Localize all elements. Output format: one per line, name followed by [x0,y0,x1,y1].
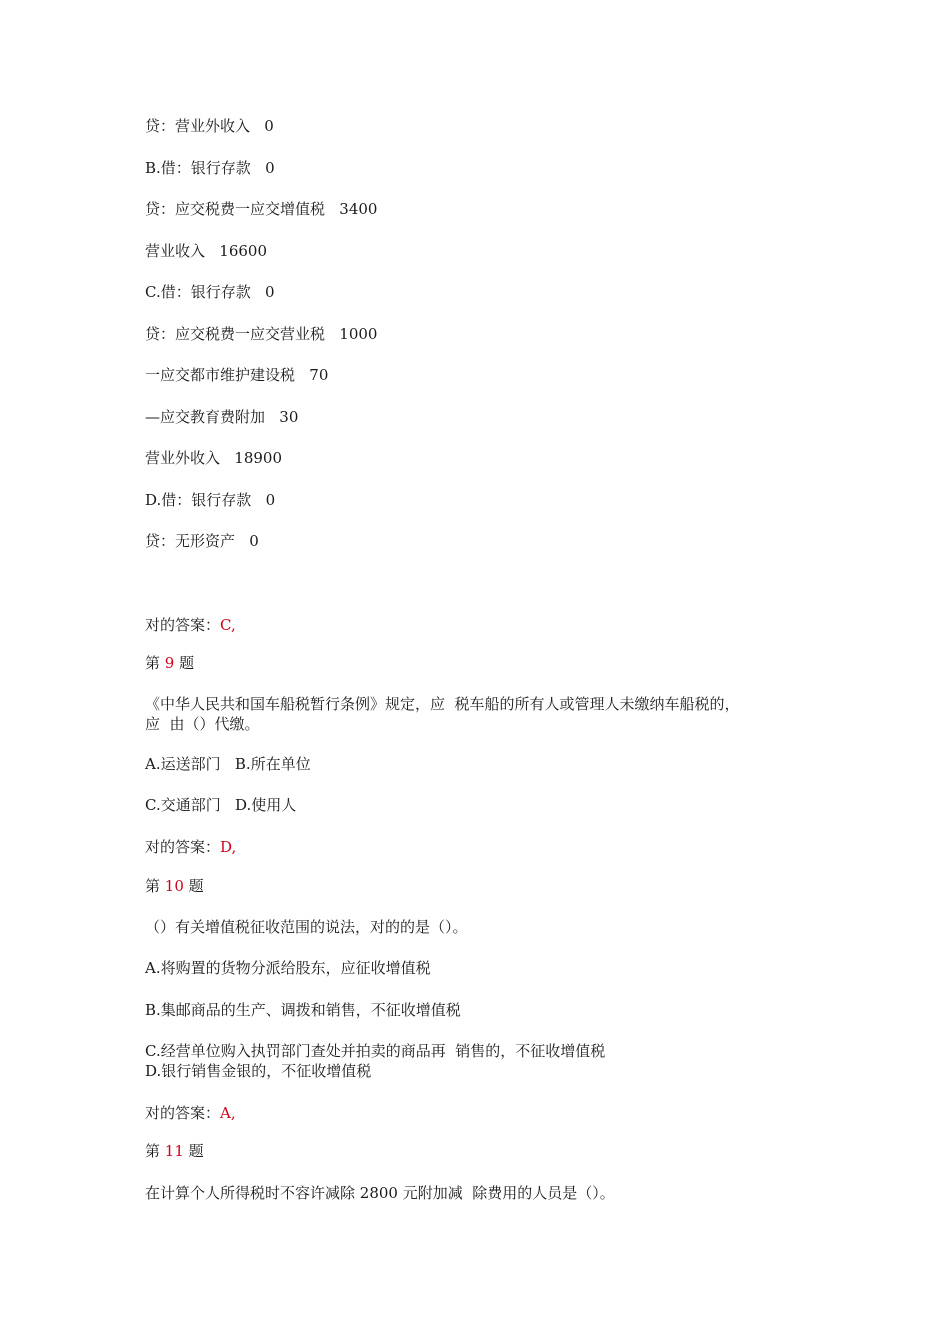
answer-value: A, [220,1104,236,1122]
entry-line: —应交教育费附加 30 [145,408,299,426]
entry-line: B.借：银行存款 0 [145,159,275,177]
answer-value: C, [220,616,236,634]
question-options: A.运送部门 B.所在单位 [145,755,311,773]
question-number-suffix: 题 [183,877,204,895]
entry-line: 一应交都市维护建设税 70 [145,366,329,384]
question-number-value: 11 [164,1142,184,1160]
entry-line: 贷：应交税费一应交营业税 1000 [145,325,378,343]
question-options: C.交通部门 D.使用人 [145,796,297,814]
question-number-suffix: 题 [174,654,195,672]
question-option-c: C.经营单位购入执罚部门查处并拍卖的商品再 销售的，不征收增值税 [145,1042,606,1060]
question-number [145,1141,204,1161]
entry-line: C.借：银行存款 0 [145,283,275,301]
question-number [145,876,204,896]
entry-line: D.借：银行存款 0 [145,491,276,509]
answer-value: D, [220,838,237,856]
question-number [145,653,194,673]
entry-line: 贷：应交税费一应交增值税 3400 [145,200,378,218]
answer-line [145,837,236,857]
question-number-value: 9 [164,654,175,672]
question-number-prefix: 第 [145,877,165,895]
question-number-value: 10 [164,877,184,895]
question-number-suffix: 题 [183,1142,204,1160]
entry-line: 贷：无形资产 0 [145,532,259,550]
question-stem: （）有关增值税征收范围的说法，对的的是（）。 [145,918,468,936]
question-option-b: B.集邮商品的生产、调拨和销售，不征收增值税 [145,1001,461,1019]
question-stem: 在计算个人所得税时不容许减除 2800 元附加减 除费用的人员是（）。 [145,1184,615,1202]
question-number-prefix: 第 [145,1142,165,1160]
answer-label: 对的答案： [145,1104,221,1122]
entry-line: 贷：营业外收入 0 [145,117,274,135]
answer-label: 对的答案： [145,616,221,634]
question-stem: 《中华人民共和国车船税暂行条例》规定，应 税车船的所有人或管理人未缴纳车船税的， [145,695,740,713]
question-stem: 应 由（）代缴。 [145,715,260,733]
entry-line: 营业收入 16600 [145,242,268,260]
question-option-a: A.将购置的货物分派给股东，应征收增值税 [145,959,431,977]
question-number-prefix: 第 [145,654,165,672]
answer-line [145,1103,236,1123]
answer-label: 对的答案： [145,838,221,856]
entry-line: 营业外收入 18900 [145,449,283,467]
question-option-d: D.银行销售金银的，不征收增值税 [145,1062,372,1080]
answer-line [145,615,236,635]
